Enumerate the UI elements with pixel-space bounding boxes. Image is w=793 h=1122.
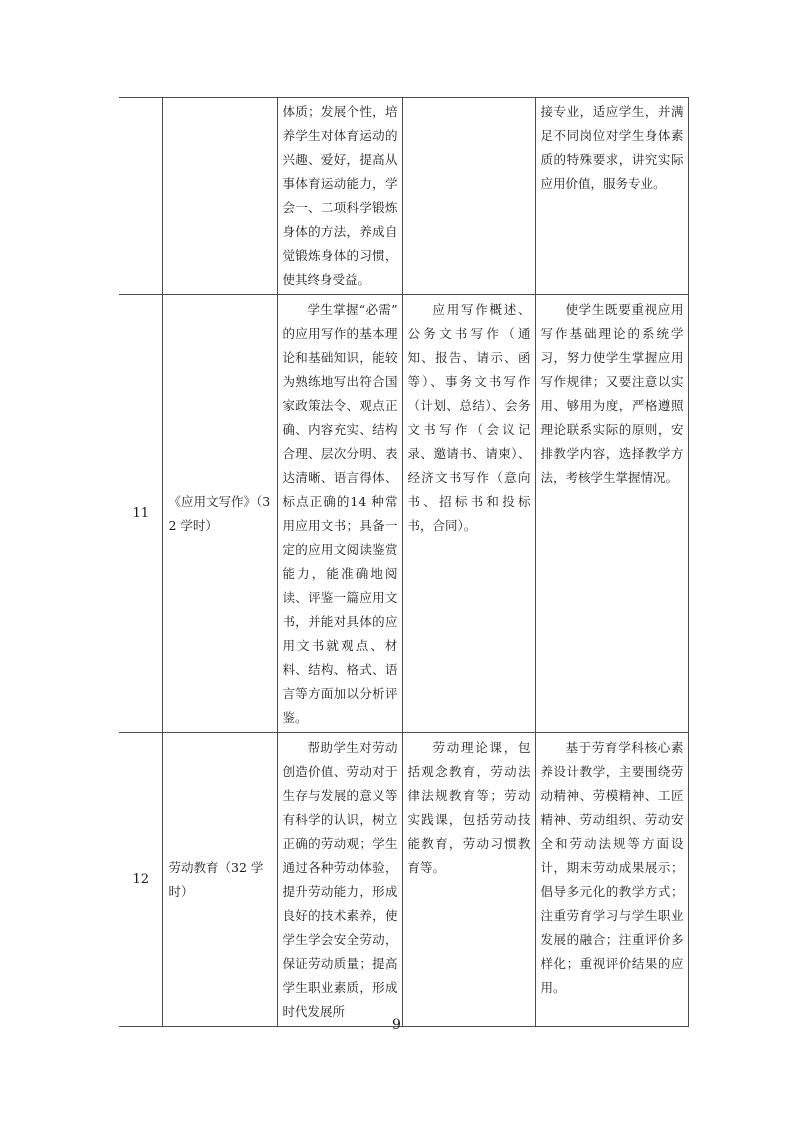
requirements-text: 使学生既要重视应用写作基础理论的系统学习，努力使学生掌握应用写作规律；又要注意以实用、够用为度，严格遵照理论联系实际的原则，安排教学内容，选择教学方法，考核学生掌握情况。 <box>540 302 684 485</box>
course-name-cell <box>162 733 277 1027</box>
course-number-cell: 11 <box>119 295 162 733</box>
objective-text: 学生掌握“必需”的应用写作的基本理论和基础知识，能较为熟练地写出符合国家政策法令、观点正确、内容充实、结构合理、层次分明、表达清晰、语言得体、标点正确的14 种常用应用文书；具备一定的应用文阅读鉴赏能力，能准确地阅读、评鉴一篇应用文书，并能对具体的应用文书就观点、材料、结构、格式、语言等方面加以分析评鉴。 <box>282 302 398 725</box>
course-plan-table <box>119 97 689 1027</box>
content-text: 应用写作概述、公务文书写作（通知、报告、请示、函等）、事务文书写作（计划、总结）、会务文书写作（会议记录、邀请书、请柬）、经济文书写作（意向书、招标书和投标书，合同）。 <box>407 302 531 533</box>
objective-text: 体质；发展个性，培养学生对体育运动的兴趣、爱好，提高从事体育运动能力，学会一、二项科学锻炼身体的方法，养成自觉锻炼身体的习惯，使其终身受益。 <box>282 104 398 287</box>
course-content-cell <box>402 295 535 733</box>
course-objective-cell <box>277 295 402 733</box>
course-content-cell <box>402 733 535 1027</box>
course-requirements-cell <box>535 98 688 295</box>
course-name-text: 《应用文写作》（32 学时） <box>168 493 271 533</box>
content-text: 劳动理论课，包括观念教育，劳动法律法规教育等；劳动实践课，包括劳动技能教育，劳动习惯教育等。 <box>407 740 531 875</box>
course-objective-cell <box>277 98 402 295</box>
course-name-cell <box>162 295 277 733</box>
course-objective-cell <box>277 733 402 1027</box>
course-requirements-cell <box>535 733 688 1027</box>
page-number: 9 <box>392 1017 401 1033</box>
course-name-cell <box>162 98 277 295</box>
course-name-text: 劳动教育（32 学时） <box>168 859 264 899</box>
course-number-cell: 12 <box>119 733 162 1027</box>
table-row-course10-continued <box>119 98 688 295</box>
table-row-course12 <box>119 733 688 1027</box>
course-content-cell <box>402 98 535 295</box>
course-requirements-cell <box>535 295 688 733</box>
requirements-text: 接专业，适应学生，并满足不同岗位对学生身体素质的特殊要求，讲究实际应用价值，服务专业。 <box>540 104 684 191</box>
requirements-text: 基于劳育学科核心素养设计教学，主要围绕劳动精神、劳模精神、工匠精神、劳动组织、劳动安全和劳动法规等方面设计，期末劳动成果展示；倡导多元化的教学方式；注重劳育学习与学生职业发展的融合；注重评价多样化；重视评价结果的应用。 <box>540 740 684 995</box>
table-row-course11 <box>119 295 688 733</box>
course-number-cell <box>119 98 162 295</box>
objective-text: 帮助学生对劳动创造价值、劳动对于生存与发展的意义等有科学的认识，树立正确的劳动观；学生通过各种劳动体验，提升劳动能力，形成良好的技术素养，使学生学会安全劳动，保证劳动质量；提高学生职业素质，形成时代发展所 <box>282 740 398 1019</box>
